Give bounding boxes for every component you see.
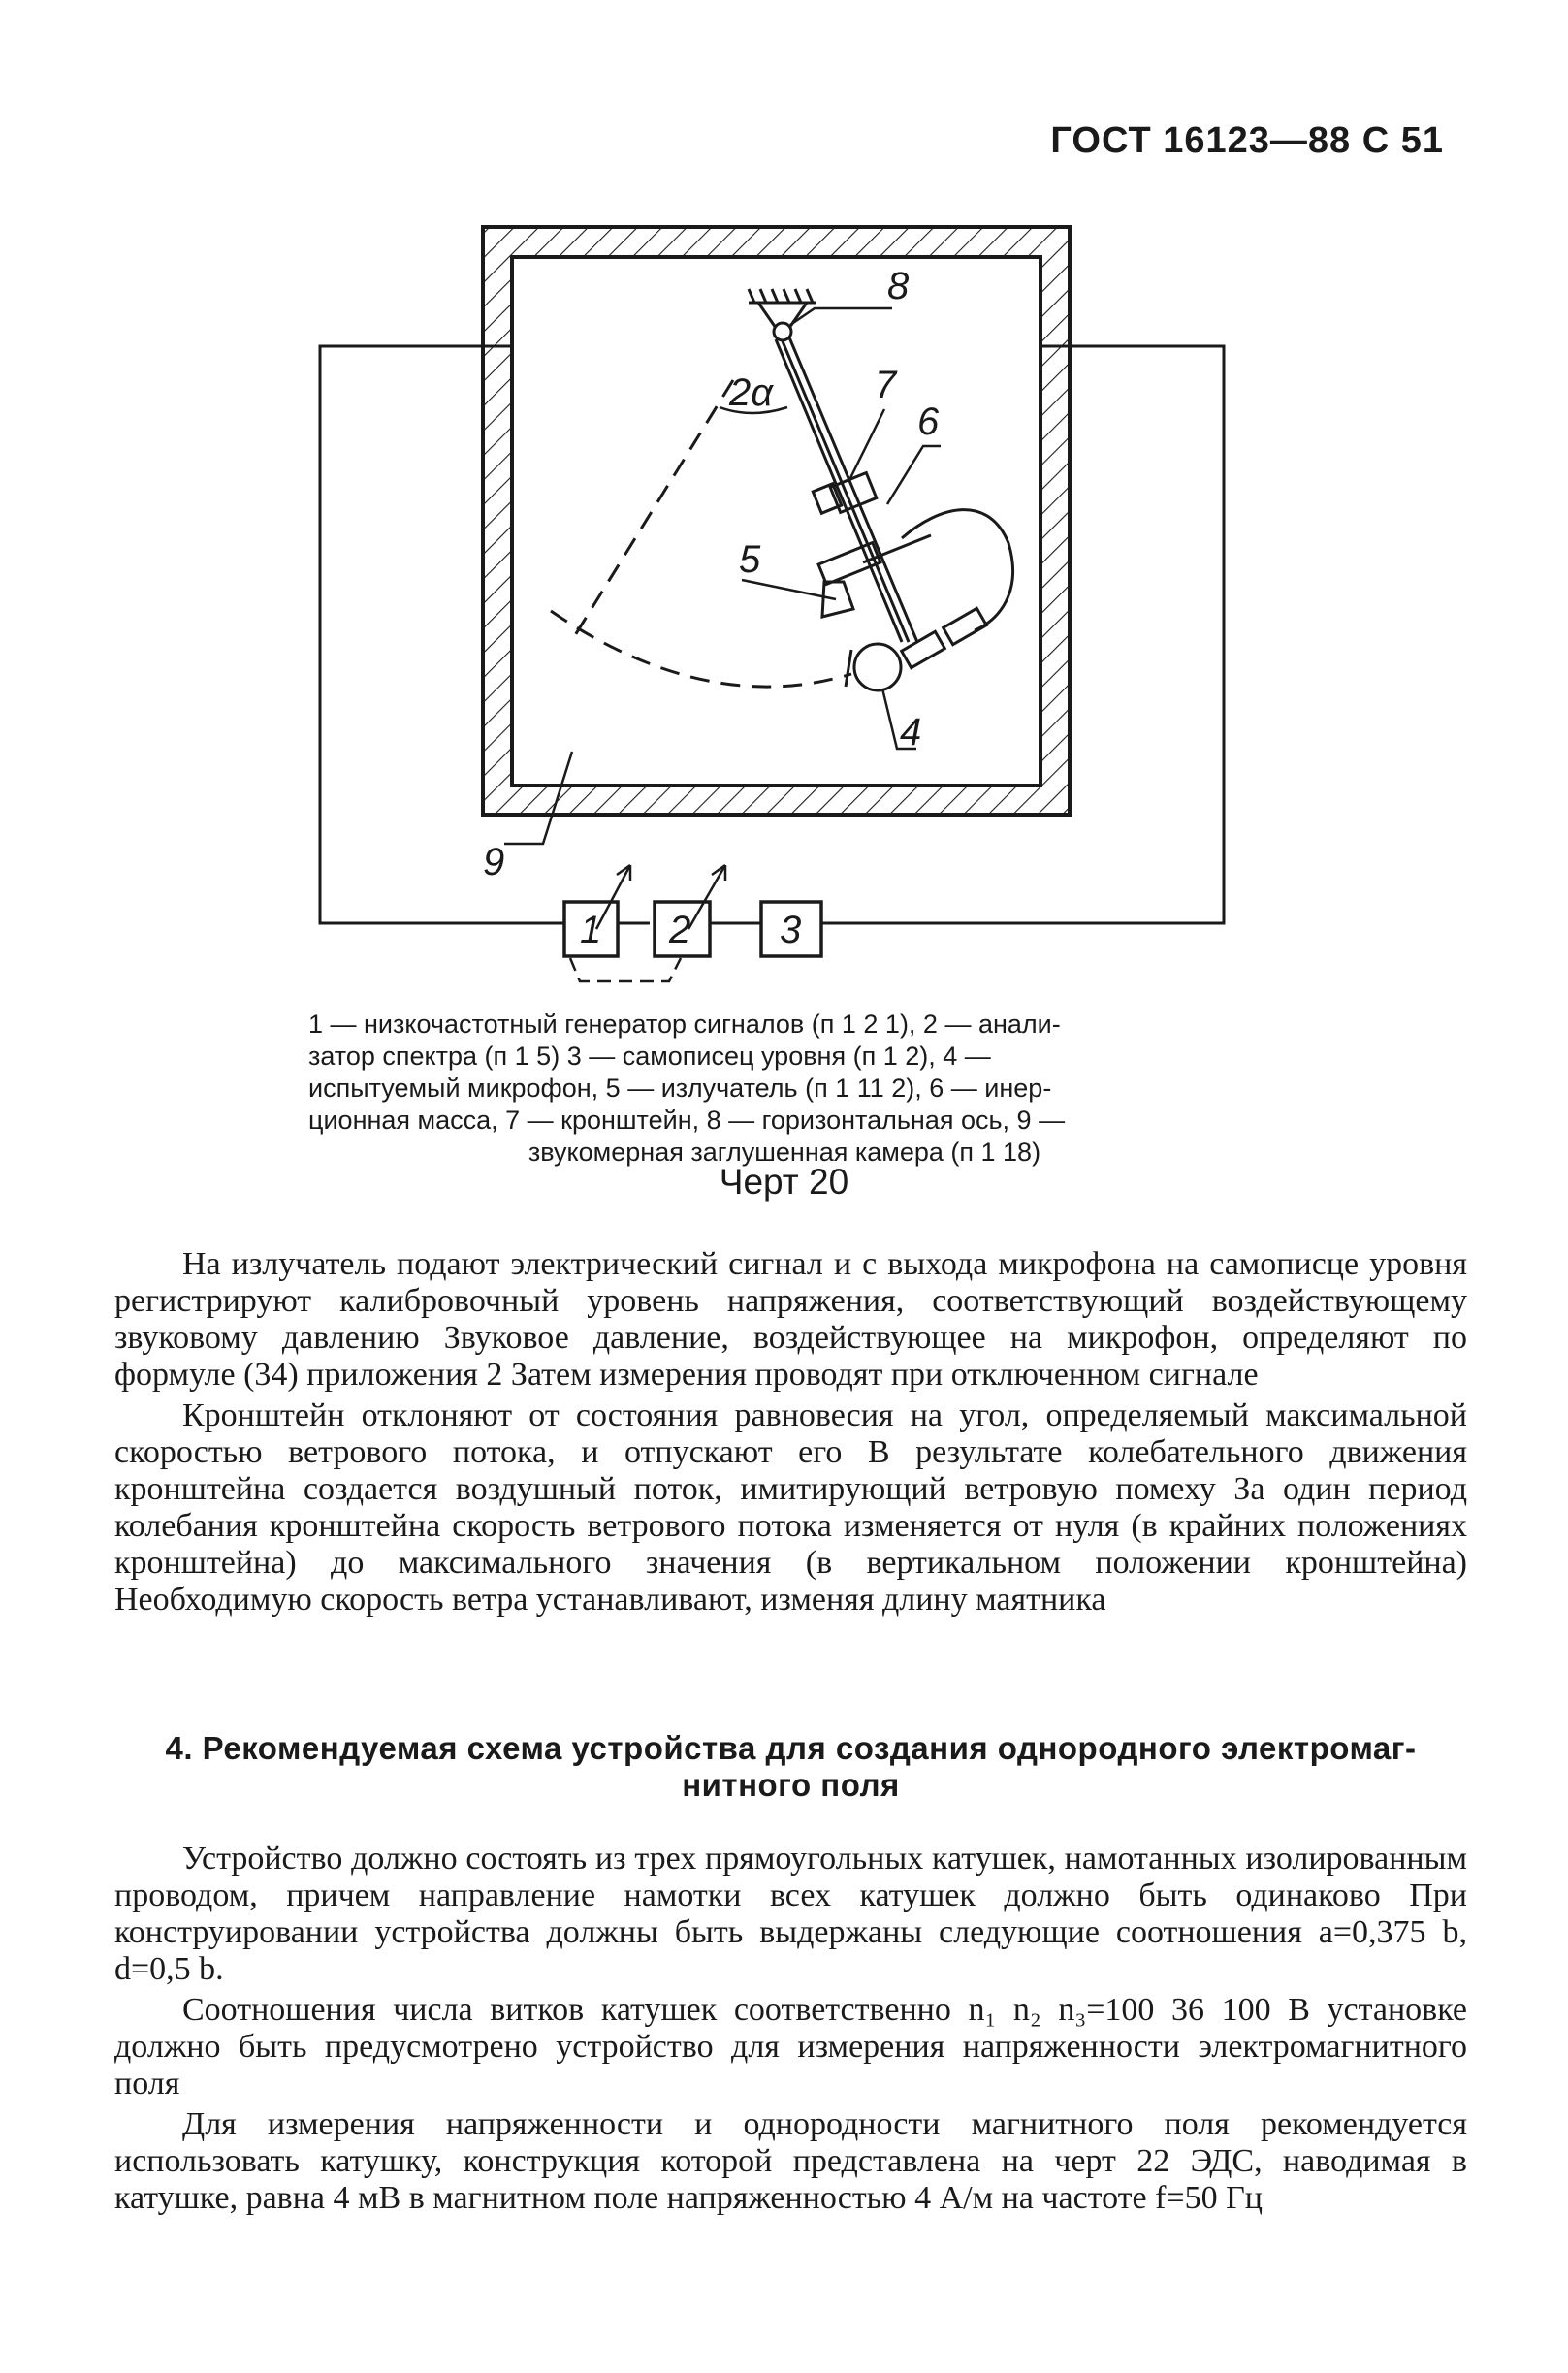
figure-legend (308, 1009, 1261, 1169)
section-title-line: нитного поля (682, 1767, 900, 1803)
legend-line: звукомерная заглушенная камера (п 1 18) (528, 1138, 1041, 1167)
cable-loop (902, 510, 1013, 630)
section-title-line: 4. Рекомендуемая схема устройства для создания однородного электромаг- (165, 1730, 1417, 1766)
section-title (114, 1730, 1467, 1804)
callout-2: 2 (669, 909, 691, 951)
microphone (846, 608, 986, 690)
paragraph: Соотношения числа витков катушек соответственно n₁ n₂ n₃=100 36 100 В установке должно быть предусмотрено устройство для измерения напряженности электромагнитного поля (114, 1992, 1467, 2101)
paragraph: Устройство должно состоять из трех прямоугольных катушек, намотанных изолированным проводом, причем направление намотки всех катушек должно быть одинаково При конструировании устройства должны быть выдержаны следующие соотношения a=0,375 b, d=0,5 b. (114, 1841, 1467, 1987)
figure-chert-20 (0, 0, 1568, 999)
angle-label: 2α (729, 371, 774, 414)
body-text-top (114, 1246, 1467, 1619)
callout-4: 4 (900, 711, 922, 754)
callout-9: 9 (483, 841, 505, 883)
legend-line: 1 — низкочастотный генератор сигналов (п 1 2 1), 2 — анали- (308, 1010, 1061, 1039)
circuit-wires (320, 346, 1224, 923)
paragraph: На излучатель подают электрический сигнал и с выхода микрофона на самописце уровня регистрируют калибровочный уровень напряжения, соответствующий воздействующему звуковому давлению Звуковое давление, воздействующее на микрофон, определяют по формуле (34) приложения 2 Затем измерения проводят при отключенном сигнале (114, 1246, 1467, 1393)
body-text-bottom (114, 1841, 1467, 2217)
callout-5: 5 (739, 538, 761, 581)
figure-caption: Черт 20 (719, 1162, 849, 1202)
swing-trajectory (551, 380, 851, 687)
callout-1: 1 (580, 909, 602, 951)
legend-line: испытуемый микрофон, 5 — излучатель (п 1 11 2), 6 — инер- (308, 1074, 1052, 1103)
adjust-arrow-1 (596, 865, 630, 929)
legend-line: затор спектра (п 1 5) 3 — самописец уровня (п 1 2), 4 — (308, 1042, 991, 1071)
paragraph: Кронштейн отклоняют от состояния равновесия на угол, определяемый максимальной скоростью ветрового потока, и отпускают его В результате колебательного движения кронштейна создается воздушный поток, имитирующий ветровую помеху За один период колебания кронштейна скорость ветрового потока изменяется от нуля (в крайних положениях кронштейна) до максимального значения (в вертикальном положении кронштейна) Необходимую скорость ветра устанавливают, изменяя длину маятника (114, 1397, 1467, 1618)
paragraph: Для измерения напряженности и однородности магнитного поля рекомендуется использовать катушку, конструкция которой представлена на черт 22 ЭДС, наводимая в катушке, равна 4 мВ в магнитном поле напряженностью 4 А/м на частоте f=50 Гц (114, 2106, 1467, 2216)
legend-line: ционная масса, 7 — кронштейн, 8 — горизонтальная ось, 9 — (308, 1106, 1066, 1135)
callout-8: 8 (887, 265, 910, 307)
page-header: ГОСТ 16123—88 С 51 (1050, 120, 1444, 161)
callout-7: 7 (875, 364, 897, 406)
mechanical-link (570, 958, 681, 981)
callout-6: 6 (917, 401, 940, 443)
callout-3: 3 (780, 909, 802, 951)
adjust-arrow-2 (688, 865, 725, 929)
chamber-walls (483, 227, 1070, 815)
